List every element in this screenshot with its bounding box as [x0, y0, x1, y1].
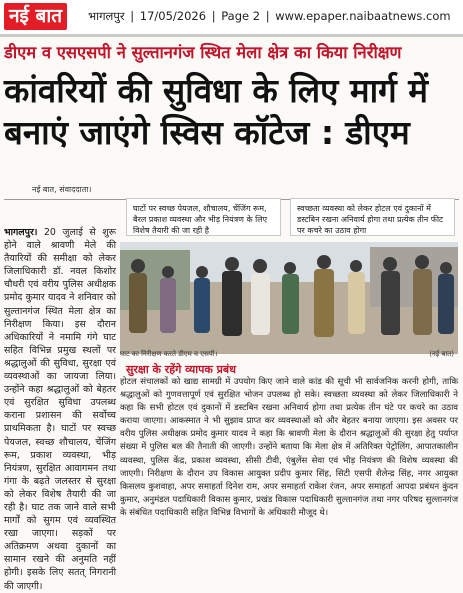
edition-city: भागलपुर — [88, 9, 125, 23]
sub-headline: सुरक्षा के रहेंगे व्यापक प्रबंध — [126, 363, 236, 376]
article-headline: कांवरियों की सुविधा के लिए मार्ग में बनाएं जाएंगे स्विस कॉटेज : डीएम — [4, 71, 428, 152]
column-lead: भागलपुर। — [4, 227, 38, 238]
photo-caption-bar — [120, 350, 458, 360]
masthead — [0, 0, 463, 34]
photo-illustration — [120, 242, 458, 354]
photo-caption: घाट का निरीक्षण करते डीएम व एसपी। — [120, 350, 218, 358]
pull-quote-left: घाटों पर स्वच्छ पेयजल, शौचालय, चेंजिंग रूम, बैरल प्रकाश व्यवस्था और भीड़ नियंत्रण के लिए विशेष तैयारी की जा रही है — [126, 198, 281, 236]
pull-quote-right: स्वच्छता व्यवस्था को लेकर होटल एवं दुकानों में डस्टबिन रखना अनिवार्य होगा तथा प्रत्येक तीन फीट पर कचरे का उठाव होगा — [290, 198, 455, 236]
column-text: 20 जुलाई से शुरू होने वाले श्रावणी मेले की तैयारियों की समीक्षा को लेकर जिलाधिकारी डॉ. नवल किशोर चौधरी एवं वरीय पुलिस अधीक्षक प्रमोद कुमार यादव ने शनिवार को सुल्तानगंज स्थित मेला क्षेत्र का निरीक्षण किया। इस दौरान अधिकारियों ने नमामि गंगे घाट सहित विभिन्न प्रमुख स्थलों पर श्रद्धालुओं की सुविधा, सुरक्षा एवं व्यवस्थाओं का जायजा लिया। उन्होंने कहा श्रद्धालुओं को बेहतर एवं सुरक्षित सुविधा उपलब्ध कराना प्रशासन की सर्वोच्च प्राथमिकता है। घाटों पर स्वच्छ पेयजल, स्वच्छ शौचालय, चेंजिंग रूम, प्रकाश व्यवस्था, भीड़ नियंत्रण, सुरक्षित आवागमन तथा गंगा के बढ़ते जलस्तर से सुरक्षा को लेकर विशेष तैयारी की जा रही है। घाट तक जाने वाले सभी मार्गों को सुगम एवं व्यवस्थित रखा जाएगा। सड़कों पर अतिक्रमण अथवा दुकानों का सामान रखने की अनुमति नहीं होगी। इसके लिए सतत् निगरानी की जाएगी। — [4, 227, 116, 592]
sub-article-text: होटल संचालकों को खाद्य सामग्री में उपयोग किए जाने वाले कांड की सूची भी सार्वजनिक करनी होगी, ताकि श्रद्धालुओं को गुणवत्तापूर्ण एवं सुरक्षित भोजन उपलब्ध हो सके। स्वच्छता व्यवस्था को लेकर जिलाधिकारी ने कहा कि सभी होटल एवं दुकानों में डस्टबिन रखना अनिवार्य होगा तथा प्रत्येक तीन घंटे पर कचरे का उठाव कराया जाएगा। आकस्मात ने भी सुझाव प्राप्त कर व्यवस्थाओं को और बेहतर बनाया जाएगा। इस अवसर पर वरीय पुलिस अधीक्षक प्रमोद कुमार यादव ने कहा कि श्रावणी मेला के दौरान श्रद्धालुओं की सुरक्षा हेतु पर्याप्त संख्या में पुलिस बल की तैनाती की जाएगी। उन्होंने बताया कि मेला क्षेत्र में अतिरिक्त पेट्रोलिंग, आपातकालीन व्यवस्था, पुलिस केंद्र, प्रकाश व्यवस्था, सीसी टीवी, एंबुलेंस सेवा एवं भीड़ नियंत्रण की विशेष व्यवस्था की जाएगी। निरीक्षण के दौरान उप विकास आयुक्त प्रदीप कुमार सिंह, सिटी एसपी शैलेन्द्र सिंह, नगर आयुक्त किसलय कुशवाहा, अपर समाहर्ता दिनेश राम, अपर समाहर्ता राकेश रंजन, अपर समाहर्ता आपदा प्रबंधन कुंदन कुमार, अनुमंडल पदाधिकारी विकास कुमार, प्रखंड विकास पदाधिकारी सुल्तानगंज तथा नगर परिषद सुल्तानगंज के संबंधित पदाधिकारी सहित विभिन्न विभागों के अधिकारी मौजूद थे। — [120, 377, 458, 518]
article-kicker: डीएम व एसएसपी ने सुल्तानगंज स्थित मेला क्षेत्र का किया निरीक्षण — [4, 43, 402, 62]
newspaper-logo[interactable]: नई बात — [4, 3, 67, 30]
dateline: नई बात, संवाददाता। — [32, 185, 92, 194]
site-link[interactable]: www.epaper.naibaatnews.com — [275, 9, 451, 23]
article-column — [4, 226, 116, 593]
edition-meta — [88, 9, 453, 24]
meta-separator: | — [211, 9, 216, 23]
meta-separator: | — [265, 9, 270, 23]
meta-separator: | — [130, 9, 135, 23]
article-photo[interactable] — [120, 242, 458, 354]
page-number: Page 2 — [221, 9, 261, 23]
header-divider — [0, 34, 463, 37]
byline-area — [4, 160, 459, 200]
edition-date: 17/05/2026 — [139, 9, 207, 23]
photo-credit: (नई बात) — [429, 350, 454, 358]
